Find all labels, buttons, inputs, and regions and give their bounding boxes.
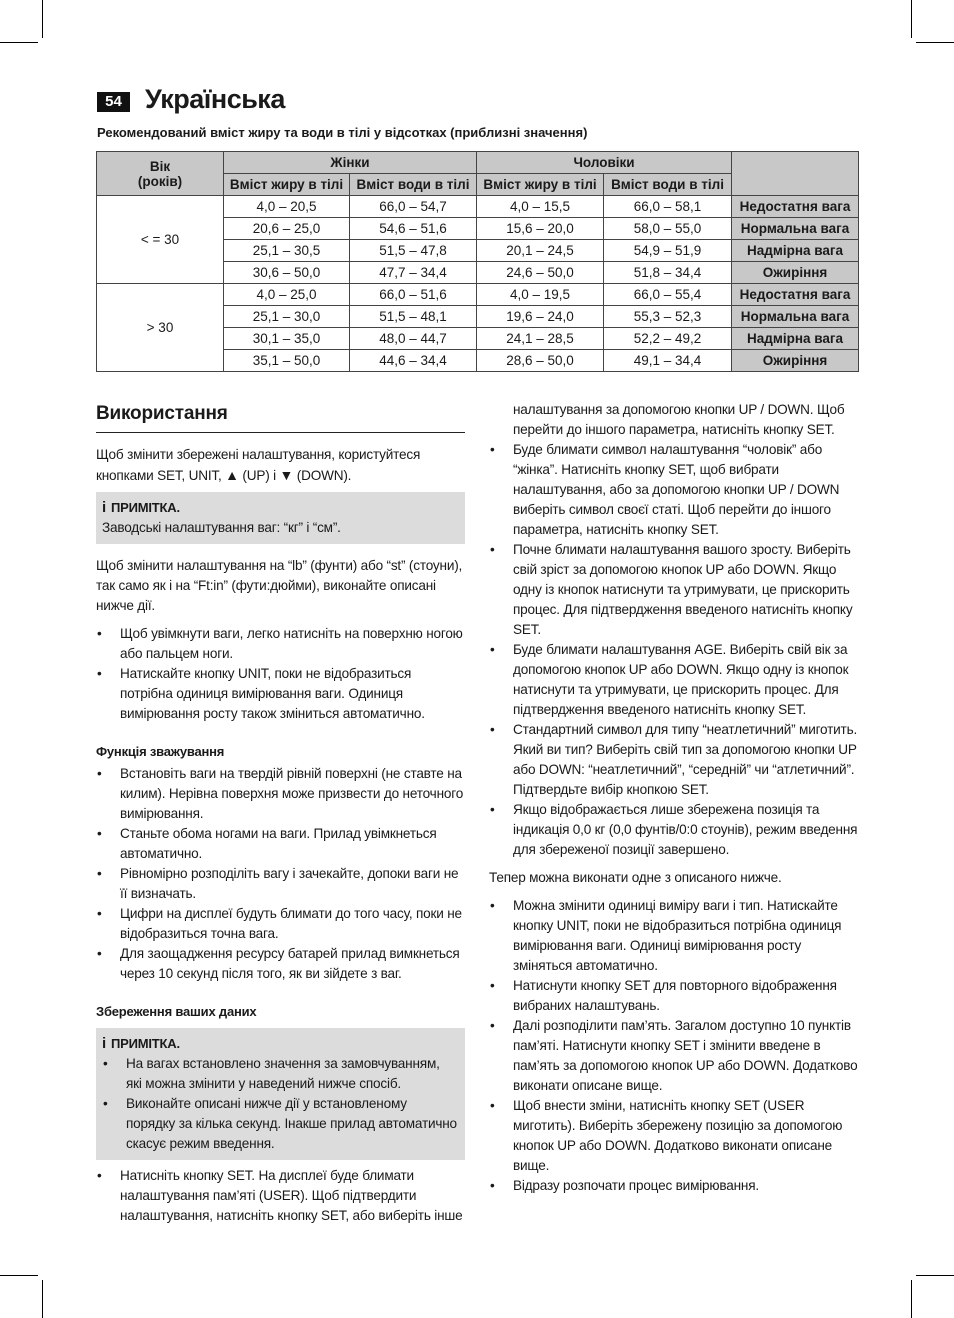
info-icon: i xyxy=(102,1035,106,1052)
table-cell: 54,9 – 51,9 xyxy=(604,240,732,262)
down-arrow-icon: ▼ xyxy=(279,467,294,483)
bullet-list xyxy=(96,764,465,984)
table-cell: 47,7 – 34,4 xyxy=(350,262,477,284)
table-cell: 48,0 – 44,7 xyxy=(350,328,477,350)
left-column xyxy=(96,402,465,1226)
category-cell: Нормальна вага xyxy=(732,306,859,328)
continuation-paragraph: налаштування за допомогою кнопки UP / DOWN. Щоб перейти до іншого параметра, натисніть кнопку SET. xyxy=(513,402,845,437)
age-header: Вік (років) xyxy=(97,152,224,196)
fat-header: Вміст жиру в тілі xyxy=(224,174,350,196)
note-title: ПРИМІТКА. xyxy=(111,500,180,515)
women-header: Жінки xyxy=(224,152,477,174)
list-item: • Натисніть кнопку SET. На дисплеї буде блимати налаштування пам’яті (USER). Щоб підтвердити налаштування, натисніть кнопку SET, або виберіть інше xyxy=(96,1166,465,1226)
table-cell: 28,6 – 50,0 xyxy=(477,350,604,372)
right-column xyxy=(489,400,861,1196)
table-cell: 4,0 – 15,5 xyxy=(477,196,604,218)
men-header: Чоловіки xyxy=(477,152,732,174)
list-item: • Рівномірно розподіліть вагу і зачекайте, допоки ваги не її визначать. xyxy=(96,864,465,904)
list-item: • Щоб увімкнути ваги, легко натисніть на поверхню ногою або пальцем ноги. xyxy=(96,624,465,664)
note-box xyxy=(96,492,465,544)
table-cell: 20,6 – 25,0 xyxy=(224,218,350,240)
table-cell: 52,2 – 49,2 xyxy=(604,328,732,350)
table-cell: 66,0 – 54,7 xyxy=(350,196,477,218)
subheading: Збереження ваших даних xyxy=(96,1004,257,1019)
table-cell: 24,1 – 28,5 xyxy=(477,328,604,350)
subheading: Функція зважування xyxy=(96,744,225,759)
table-cell: 66,0 – 51,6 xyxy=(350,284,477,306)
table-cell: 49,1 – 34,4 xyxy=(604,350,732,372)
list-item: • Стандартний символ для типу “неатлетичний” миготить. Який ви тип? Виберіть свій тип за допомогою кнопки UP або DOWN: “неатлетичний”, “середній” чи “атлетичний”. Підтвердьте вибір кнопкою SET. xyxy=(489,720,861,800)
water-header: Вміст води в тілі xyxy=(350,174,477,196)
fat-header: Вміст жиру в тілі xyxy=(477,174,604,196)
list-item: • Цифри на дисплеї будуть блимати до того часу, поки не відобразиться точна вага. xyxy=(96,904,465,944)
category-header xyxy=(732,152,859,196)
table-cell: 51,5 – 48,1 xyxy=(350,306,477,328)
list-item: • Почне блимати налаштування вашого зросту. Виберіть свій зріст за допомогою кнопок UP або DOWN. Якщо одну із кнопок натиснути та утримувати, це прискорить процес. Для підтвердження введеного натисніть кнопку SET. xyxy=(489,540,861,640)
table-cell: 25,1 – 30,0 xyxy=(224,306,350,328)
table-cell: 58,0 – 55,0 xyxy=(604,218,732,240)
age-cell: > 30 xyxy=(97,284,224,372)
table-cell: 20,1 – 24,5 xyxy=(477,240,604,262)
age-cell: < = 30 xyxy=(97,196,224,284)
paragraph: Тепер можна виконати одне з описаного нижче. xyxy=(489,870,782,885)
note-text: Заводські налаштування ваг: “кг” і “см”. xyxy=(102,520,341,535)
list-item: • Щоб внести зміни, натисніть кнопку SET (USER миготить). Виберіть збережену позицію за допомогою кнопок UP або DOWN. Додатково виконати описане вище. xyxy=(489,1096,861,1176)
crop-mark xyxy=(911,1280,912,1318)
list-item: • Далі розподілити пам’ять. Загалом доступно 10 пунктів пам’яті. Натиснути кнопку SET і змінити введене в пам’ять за допомогою кнопок UP або DOWN. Додатково виконати описане вище. xyxy=(489,1016,861,1096)
body-composition-table xyxy=(96,151,859,372)
table-cell: 55,3 – 52,3 xyxy=(604,306,732,328)
crop-mark xyxy=(0,42,38,43)
category-cell: Надмірна вага xyxy=(732,240,859,262)
category-cell: Надмірна вага xyxy=(732,328,859,350)
table-cell: 51,5 – 47,8 xyxy=(350,240,477,262)
table-cell: 51,8 – 34,4 xyxy=(604,262,732,284)
list-item: • На вагах встановлено значення за замовчуванням, які можна змінити у наведений нижче спосіб. xyxy=(102,1054,457,1094)
table-cell: 15,6 – 20,0 xyxy=(477,218,604,240)
table-cell: 54,6 – 51,6 xyxy=(350,218,477,240)
note-title: ПРИМІТКА. xyxy=(111,1036,180,1051)
crop-mark xyxy=(42,1280,43,1318)
crop-mark xyxy=(916,42,954,43)
list-item: • Можна змінити одиниці виміру ваги і тип. Натискайте кнопку UNIT, поки не відобразиться потрібна одиниця вимірювання ваги. Одиниці вимірювання росту зміняться автоматично. xyxy=(489,896,861,976)
table-cell: 66,0 – 58,1 xyxy=(604,196,732,218)
list-item: • Відразу розпочати процес вимірювання. xyxy=(489,1176,861,1196)
table-cell: 19,6 – 24,0 xyxy=(477,306,604,328)
bullet-list xyxy=(96,1166,465,1226)
list-item: • Станьте обома ногами на ваги. Прилад увімкнеться автоматично. xyxy=(96,824,465,864)
crop-mark xyxy=(916,1275,954,1276)
list-item: • Натискайте кнопку UNIT, поки не відобразиться потрібна одиниця вимірювання ваги. Одиниця вимірювання росту також зміниться автоматично. xyxy=(96,664,465,724)
water-header: Вміст води в тілі xyxy=(604,174,732,196)
category-cell: Нормальна вага xyxy=(732,218,859,240)
table-cell: 35,1 – 50,0 xyxy=(224,350,350,372)
list-item: • Встановіть ваги на твердій рівній поверхні (не ставте на килим). Нерівна поверхня може призвести до неточного вимірювання. xyxy=(96,764,465,824)
section-heading: Використання xyxy=(96,402,465,433)
bullet-list xyxy=(489,896,861,1196)
crop-mark xyxy=(911,0,912,38)
table-cell: 44,6 – 34,4 xyxy=(350,350,477,372)
list-item: • Виконайте описані нижче дії у встановленому порядку за кілька секунд. Інакше прилад автоматично скасує режим введення. xyxy=(102,1094,457,1154)
list-item: • Якщо відображається лише збережена позиція та індикація 0,0 кг (0,0 фунтів/0:0 стоунів), режим введення для збереженої позиції завершено. xyxy=(489,800,861,860)
info-icon: i xyxy=(102,499,106,516)
table-cell: 4,0 – 20,5 xyxy=(224,196,350,218)
table-cell: 4,0 – 19,5 xyxy=(477,284,604,306)
table-title: Рекомендований вміст жиру та води в тілі у відсотках (приблизні значення) xyxy=(97,125,588,140)
category-cell: Ожиріння xyxy=(732,262,859,284)
category-cell: Недостатня вага xyxy=(732,196,859,218)
intro-paragraph: Щоб змінити збережені налаштування, користуйтеся кнопками SET, UNIT, ▲ (UP) і ▼ (DOWN). xyxy=(96,447,421,483)
list-item: • Буде блимати налаштування AGE. Виберіть свій вік за допомогою кнопок UP або DOWN. Якщо одну із кнопок натиснути та утримувати, це прискорить процес. Для підтвердження введеного натисніть кнопку SET. xyxy=(489,640,861,720)
table-cell: 30,6 – 50,0 xyxy=(224,262,350,284)
table-cell: 4,0 – 25,0 xyxy=(224,284,350,306)
table-row xyxy=(97,196,859,218)
table-cell: 24,6 – 50,0 xyxy=(477,262,604,284)
category-cell: Ожиріння xyxy=(732,350,859,372)
table-row xyxy=(97,284,859,306)
table-cell: 25,1 – 30,5 xyxy=(224,240,350,262)
category-cell: Недостатня вага xyxy=(732,284,859,306)
up-arrow-icon: ▲ xyxy=(225,467,239,483)
crop-mark xyxy=(42,0,43,38)
crop-mark xyxy=(0,1275,38,1276)
page-number: 54 xyxy=(97,92,130,112)
list-item: • Для заощадження ресурсу батарей прилад вимкнеться через 10 секунд після того, як ви зійдете з ваг. xyxy=(96,944,465,984)
bullet-list xyxy=(96,624,465,724)
list-item: • Натиснути кнопку SET для повторного відображення вибраних налаштувань. xyxy=(489,976,861,1016)
list-item: • Буде блимати символ налаштування “чоловік” або “жінка”. Натисніть кнопку SET, щоб вибрати налаштування, або за допомогою кнопки UP / DOWN виберіть символ своєї статі. Щоб перейти до іншого параметра, натисніть кнопку SET. xyxy=(489,440,861,540)
note-box xyxy=(96,1028,465,1160)
paragraph: Щоб змінити налаштування на “lb” (фунти) або “st” (стоуни), так само як і на “Ft:in” (фути:дюйми), виконайте описані нижче дії. xyxy=(96,558,463,613)
page-title: Українська xyxy=(145,84,285,114)
bullet-list xyxy=(489,440,861,860)
note-list xyxy=(102,1054,457,1154)
table-cell: 30,1 – 35,0 xyxy=(224,328,350,350)
table-cell: 66,0 – 55,4 xyxy=(604,284,732,306)
